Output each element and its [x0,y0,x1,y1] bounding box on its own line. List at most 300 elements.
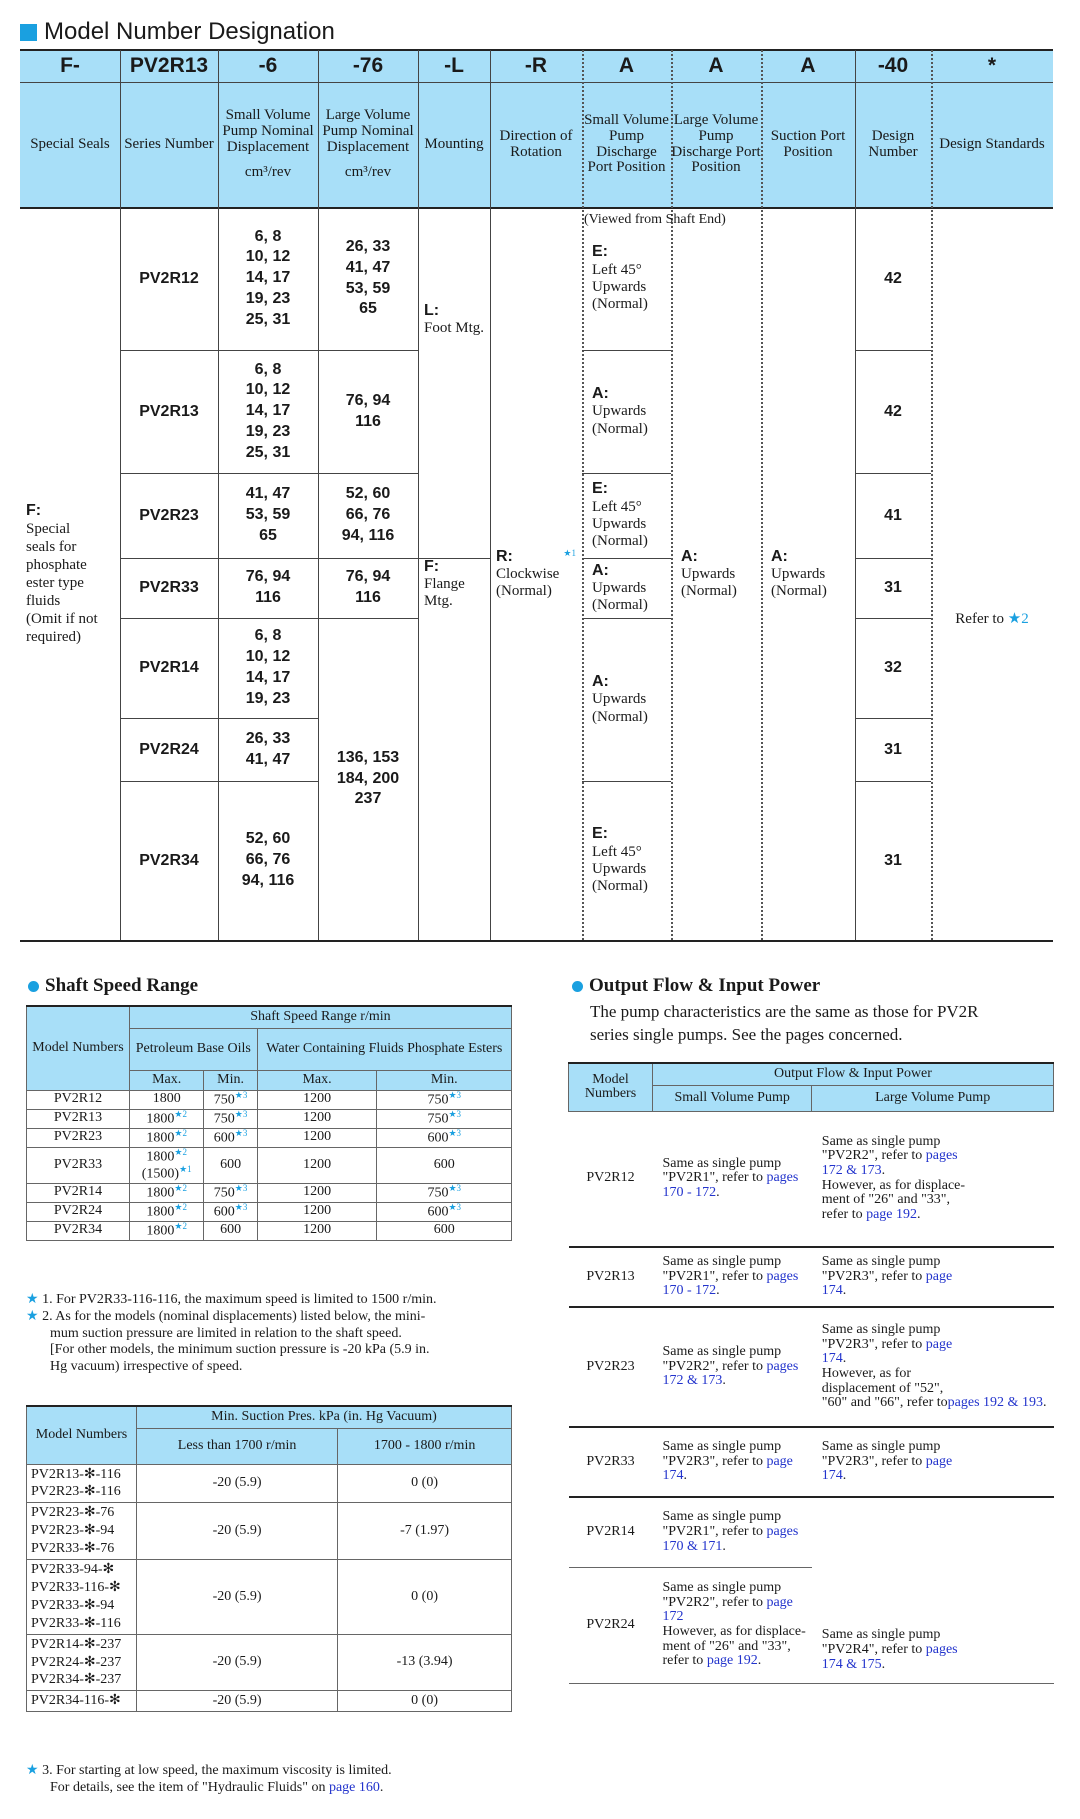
max-petroleum [129,1183,204,1202]
header-7: Large Volume Pump Discharge Port Position [671,112,761,176]
max-petroleum [129,1109,204,1128]
small-value: 19, 23 [245,689,291,707]
mount-f-line: Mtg. [424,593,453,609]
min-water [377,1221,512,1240]
min-petroleum [204,1109,257,1128]
port-text: (Normal) [592,533,648,550]
text-segment: . [842,1351,847,1367]
header-col: Min. [204,1070,257,1090]
page-link[interactable]: page 192 [866,1207,918,1223]
page-link[interactable]: 174 [662,1468,684,1484]
text-line [822,1193,1050,1208]
less-1700-value: -20 (5.9) [137,1691,338,1712]
text-line [822,1208,1050,1223]
value: 600 [427,1130,449,1146]
star-icon: ★ [26,1292,43,1307]
large-volume-info [812,1111,1054,1247]
grid-line [20,82,1053,83]
large-value: 52, 60 [345,485,391,503]
port-text: Upwards [592,279,647,296]
text-line [822,1367,1050,1382]
table-row [27,1221,512,1240]
model-list [27,1560,137,1635]
series-PV2R14: PV2R14 [139,659,199,676]
model-number: PV2R33-116-✻ [31,1579,121,1595]
large-value: 26, 33 [345,237,391,255]
header-petroleum: Petroleum Base Oils [129,1028,257,1070]
value: 750 [213,1092,235,1108]
code-1: PV2R13 [129,54,209,77]
small-value: 10, 12 [245,248,291,266]
model-number: PV2R33-✻-116 [31,1615,121,1631]
text-line [663,1654,808,1669]
page-link[interactable]: page 192 [706,1653,758,1669]
star-icon: ★3 [234,1127,248,1138]
series-PV2R33: PV2R33 [139,579,199,596]
note-line [26,1326,516,1343]
model-number: PV2R34-✻-237 [31,1672,122,1688]
table-row [27,1202,512,1221]
text-line [822,1284,1050,1299]
text-line [822,1338,1050,1353]
text-segment: However, as for displace- [662,1624,806,1639]
rotation-code-row [496,548,582,566]
star-icon: ★2 [174,1108,187,1119]
model-number: PV2R23-✻-116 [31,1484,121,1500]
page-link[interactable]: 174 [821,1283,843,1299]
mounting-foot [418,207,490,558]
text-line [663,1510,808,1525]
text-line [663,1270,808,1285]
note-text: 3. For starting at low speed, the maximum viscosity is limited. [42,1763,392,1778]
text-segment: Same as single pump [821,1627,941,1643]
page-title: Model Number Designation [20,16,335,48]
text-line [663,1640,808,1655]
model-number: PV2R33-✻-94 [31,1597,115,1613]
small-value: 26, 33 [245,729,291,747]
value: 1800 [152,1091,181,1107]
text-line [822,1149,1050,1164]
header-10: Design Standards [939,135,1045,152]
note-line [26,1763,516,1780]
note-text: mum suction pressure are limited in relation to the shaft speed. [50,1325,402,1341]
value: 1800 [146,1149,175,1165]
port-text: (Normal) [592,420,648,437]
star-icon: ★1 [179,1164,192,1174]
table-row [27,1406,512,1428]
header-col: Max. [129,1070,204,1090]
header-model: Model Numbers [569,1063,653,1111]
large-displacement-shared [318,618,418,940]
value: 1800 [146,1130,175,1146]
page-link[interactable]: 170 - 172 [662,1185,717,1201]
series-PV2R23: PV2R23 [139,506,199,524]
port-text: A: [592,561,609,579]
value: 750 [213,1185,235,1201]
table-row [569,1247,1054,1307]
star-icon: ★3 [448,1127,462,1138]
small-volume-info [653,1247,812,1307]
min-water [377,1202,512,1221]
1700-1800-value: 0 (0) [338,1464,512,1503]
value: 600 [427,1204,449,1220]
small-volume-info [653,1307,812,1427]
1700-1800-value: 0 (0) [338,1691,512,1712]
text-segment: Same as single pump [662,1509,782,1525]
model-number: PV2R13 [569,1247,653,1307]
suction-code: A: [771,547,788,565]
code-4: -L [444,54,464,77]
standards-label: Refer to [955,611,1008,627]
text-line [663,1186,808,1201]
text-line [822,1164,1050,1179]
max-water: 1200 [257,1221,377,1240]
text-segment: Same as single pump [662,1155,782,1171]
model-number: PV2R12 [27,1090,130,1109]
large-displacement [318,207,418,350]
small-displacement [218,207,318,350]
seals-line: (Omit if not [26,611,98,628]
suction-line: (Normal) [771,582,827,599]
port-text: Upwards [592,861,647,878]
model-number: PV2R13-✻-116 [31,1466,121,1482]
model-number: PV2R24-✻-237 [31,1654,122,1670]
port-text: Left 45° [592,843,642,860]
header-label: Small Volume Pump Nominal Displacement [222,107,314,155]
table-row [569,1111,1054,1247]
page-link[interactable]: 170 - 172 [662,1283,717,1299]
less-1700-value: -20 (5.9) [137,1634,338,1691]
small-displacement [218,558,318,618]
text-segment: Same as single pump [662,1343,782,1359]
port-text: (Normal) [592,296,648,313]
text-segment: ment of "26" and "33", [662,1638,791,1654]
star-icon: ★ [26,1763,43,1778]
star-icon: ★3 [448,1108,462,1119]
header-small: Small Volume Pump [653,1085,812,1111]
small-value: 41, 47 [245,485,291,503]
star-icon: ★3 [448,1182,462,1193]
text-line [663,1171,808,1186]
large-value: 41, 47 [345,258,391,276]
seals-line: phosphate [26,557,87,574]
small-value: 14, 17 [245,269,291,287]
code-7: A [708,54,724,77]
text-segment: . [722,1373,726,1389]
page-link[interactable]: pages [925,1148,958,1164]
port-text: Upwards [592,579,647,596]
header-col: Max. [257,1070,377,1090]
large-volume-info [812,1307,1054,1427]
header-unit: cm³/rev [344,164,392,181]
large-volume-info [812,1247,1054,1307]
large-displacement [318,558,418,618]
value: (1500) [141,1166,180,1182]
model-number: PV2R13 [27,1109,130,1128]
model-number: PV2R34 [27,1221,130,1240]
model-list [27,1634,137,1691]
suction-port-position [761,207,855,940]
page-link[interactable]: pages [925,1642,958,1658]
code-10: * [987,54,997,77]
star-icon: ★3 [234,1182,248,1193]
model-number: PV2R24 [569,1567,653,1683]
model-list [27,1503,137,1560]
max-petroleum [129,1128,204,1147]
seals-line: fluids [26,593,61,610]
series-PV2R24: PV2R24 [139,740,199,758]
design-standards [931,207,1053,940]
text-segment: "PV2R1", refer to [662,1268,767,1284]
max-water: 1200 [257,1128,377,1147]
model-number: PV2R12 [569,1111,653,1247]
page-link[interactable]: page 160 [328,1779,380,1795]
table-row [27,1503,512,1560]
page-link[interactable]: 174 [821,1351,843,1367]
large-value: 184, 200 [336,769,400,787]
port-text: Upwards [592,403,647,420]
text-line [822,1396,1050,1411]
code-6: A [618,54,635,77]
small-port-position [582,207,726,350]
text-segment: . [1042,1395,1047,1411]
header-label: Large Volume Pump Nominal Displacement [322,107,414,155]
small-value: 41, 47 [245,750,291,768]
text-line [822,1270,1050,1285]
page-link[interactable]: page [766,1453,793,1469]
1700-1800-value: -13 (3.94) [338,1634,512,1691]
less-1700-value: -20 (5.9) [137,1464,338,1503]
note-line [26,1342,516,1359]
table-row [569,1427,1054,1497]
min-petroleum [204,1147,257,1183]
text-line [663,1596,808,1611]
max-petroleum [129,1221,204,1240]
special-seals [20,207,120,940]
model-number: PV2R23 [569,1307,653,1427]
seals-line: required) [26,629,81,646]
model-number: PV2R33-✻-76 [31,1541,115,1557]
text-line [822,1352,1050,1367]
rotation-code: R: [496,547,513,565]
small-value: 6, 8 [254,227,282,245]
table-row [569,1063,1054,1085]
design-number: 32 [884,659,902,676]
max-petroleum [129,1202,204,1221]
series-PV2R13: PV2R13 [139,402,199,420]
text-segment: . [881,1656,886,1672]
text-segment: ment of "26" and "33", [821,1192,951,1208]
text-line [822,1469,1050,1484]
text-segment: . [881,1163,886,1179]
page-link[interactable]: 172 [662,1609,684,1625]
header-model: Model Numbers [27,1006,130,1090]
small-value: 94, 116 [241,871,295,889]
small-value: 10, 12 [245,648,291,666]
page-link[interactable]: page [766,1594,793,1610]
header-3 [318,82,418,207]
note-text: 2. As for the models (nominal displacements) listed below, the mini- [42,1308,426,1324]
text-segment: Same as single pump [662,1253,782,1269]
header-5: Direction of Rotation [499,127,573,160]
page-link[interactable]: page [925,1336,953,1352]
text-segment: Same as single pump [821,1133,941,1149]
model-number: PV2R14 [569,1497,653,1567]
page-link[interactable]: pages [766,1358,799,1374]
large-displacement [318,473,418,558]
value: 600 [220,1222,242,1238]
header-8: Suction Port Position [770,127,846,160]
header-large: Large Volume Pump [812,1085,1054,1111]
code-9: -40 [877,54,909,77]
note-line [26,1359,516,1376]
small-volume-info [653,1111,812,1247]
page-link[interactable]: pages [766,1170,799,1186]
mount-l-code: L: [424,302,440,319]
star-icon: ★2 [1007,611,1029,627]
small-value: 19, 23 [245,422,291,440]
port-text: Upwards [592,516,647,533]
text-segment: Same as single pump [662,1579,782,1595]
mounting-flange [418,558,490,940]
small-displacement [218,473,318,558]
star-icon: ★2 [174,1201,187,1212]
max-water: 1200 [257,1202,377,1221]
page-link[interactable]: 170 & 171 [662,1538,723,1554]
page-link[interactable]: 172 & 173 [662,1373,723,1389]
code-3: -76 [352,54,384,77]
star-icon: ★3 [234,1089,248,1100]
model-number: PV2R14 [27,1183,130,1202]
text-line [663,1455,808,1470]
max-water: 1200 [257,1147,377,1183]
page-link[interactable]: pages [766,1268,799,1284]
mount-f-line: Flange [424,576,465,592]
large-displacement [318,350,418,473]
min-petroleum [204,1202,257,1221]
min-water [377,1183,512,1202]
large-volume-info [812,1427,1054,1497]
model-number: PV2R33 [569,1427,653,1497]
text-segment: Same as single pump [662,1438,782,1454]
text-line [663,1581,808,1596]
page-link[interactable]: page [925,1453,953,1469]
bullet-icon [28,981,39,992]
value: 750 [213,1111,235,1127]
text-segment: "PV2R2", refer to [821,1148,926,1164]
port-text: (Normal) [592,708,648,725]
small-value: 65 [259,526,277,544]
suction-line: Upwards [771,565,826,582]
page-link[interactable]: 172 & 173 [821,1163,882,1179]
star-icon: ★3 [448,1201,462,1212]
small-displacement [218,350,318,473]
small-port-position [582,350,671,473]
model-number: PV2R33-94-✻ [31,1562,115,1578]
model-number: PV2R33 [27,1147,130,1183]
series-PV2R12: PV2R12 [139,269,199,287]
star-icon: ★2 [174,1146,187,1157]
1700-1800-value: -7 (1.97) [338,1503,512,1560]
model-number: PV2R23 [27,1128,130,1147]
small-value: 76, 94 [245,568,291,586]
design-number: 31 [884,579,902,596]
text-segment: . [917,1207,921,1223]
star-icon: ★1 [563,547,576,558]
large-value: 53, 59 [345,279,391,297]
table-row [569,1497,1054,1567]
design-number: 41 [884,506,902,524]
note-text: Hg vacuum) irrespective of speed. [50,1359,243,1375]
series-PV2R34: PV2R34 [139,851,199,869]
small-value: 116 [255,589,281,606]
star-icon: ★3 [234,1108,248,1119]
note-line [26,1292,516,1309]
small-value: 25, 31 [245,443,291,461]
text-line [663,1345,808,1360]
text-segment: Same as single pump [821,1253,941,1269]
model-number: PV2R34-116-✻ [31,1693,121,1709]
text-segment: . [683,1468,687,1484]
design-number: 42 [884,269,902,287]
code-2: -6 [258,54,278,77]
star-icon: ★2 [174,1182,187,1193]
text-line [822,1628,1050,1643]
value: 600 [213,1204,235,1220]
design-number: 31 [884,851,902,869]
small-port-position [582,781,671,940]
header-model: Model Numbers [27,1406,137,1464]
large-port-code: A: [681,547,698,565]
header-water: Water Containing Fluids Phosphate Esters [257,1028,511,1070]
page-link[interactable]: pages 192 & 193 [947,1395,1043,1411]
value: 750 [427,1185,449,1201]
header-1700-1800: 1700 - 1800 r/min [338,1428,512,1464]
port-text: Left 45° [592,261,642,278]
text-line [663,1284,808,1299]
port-text: Upwards [592,691,647,708]
header-main: Min. Suction Pres. kPa (in. Hg Vacuum) [137,1406,512,1428]
rotation-line: (Normal) [496,582,552,599]
grid-line [20,49,1053,51]
small-volume-info [653,1497,812,1567]
note-text: . [379,1779,384,1795]
page-link[interactable]: pages [766,1523,799,1539]
header-4: Mounting [424,135,484,152]
port-text: A: [592,385,609,403]
page-link[interactable]: page [925,1268,953,1284]
value: 1800 [146,1204,175,1220]
header-main: Output Flow & Input Power [653,1063,1054,1085]
text-line [822,1255,1050,1270]
less-1700-value: -20 (5.9) [137,1560,338,1635]
table-row [27,1183,512,1202]
text-line [663,1610,808,1625]
text-segment: . [722,1538,726,1554]
shaft-speed-title: Shaft Speed Range [28,975,198,997]
text-segment: "PV2R3", refer to [821,1453,926,1469]
small-value: 25, 31 [245,310,291,328]
text-segment: . [842,1468,847,1484]
star-icon: ★2 [174,1220,187,1231]
text-segment: . [757,1653,762,1669]
text-segment: "PV2R2", refer to [662,1594,767,1610]
star-icon: ★ [26,1308,43,1324]
less-1700-value: -20 (5.9) [137,1503,338,1560]
page-link[interactable]: 174 & 175 [821,1656,882,1672]
page-link[interactable]: 174 [821,1468,843,1484]
large-value: 116 [355,589,381,606]
